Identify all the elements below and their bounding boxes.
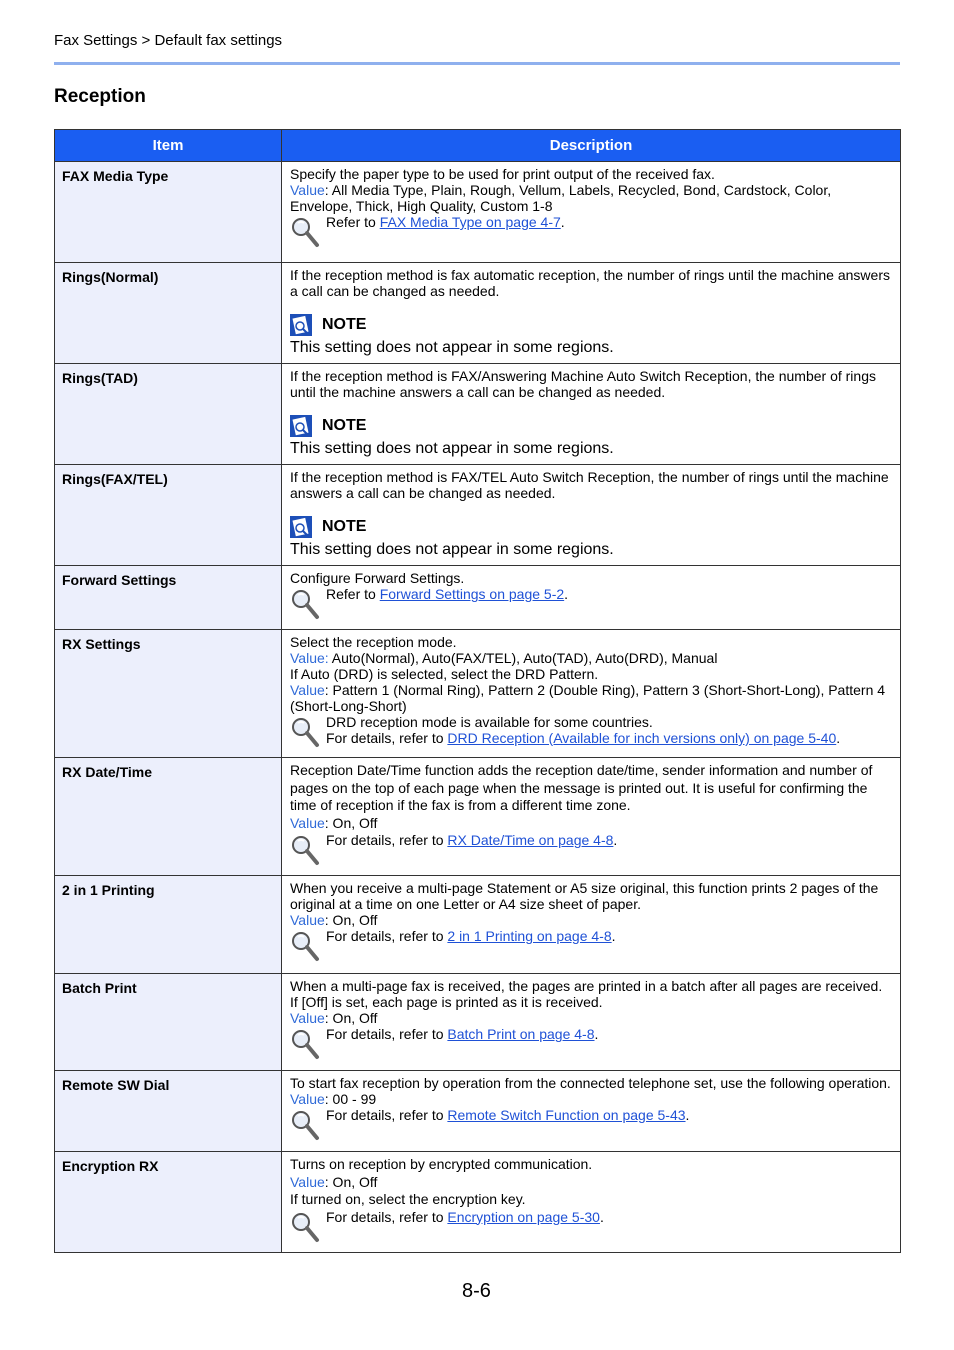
note-icon — [290, 314, 312, 336]
reference — [290, 832, 892, 866]
description-cell — [282, 1152, 901, 1253]
table-row — [55, 974, 901, 1071]
value-text: : On, Off — [324, 814, 378, 831]
note-title: NOTE — [322, 316, 367, 333]
item-cell: Batch Print — [55, 974, 282, 1071]
item-cell: Rings(TAD) — [55, 364, 282, 465]
reference-link[interactable]: RX Date/Time on page 4-8 — [447, 832, 614, 848]
magnifier-icon — [290, 930, 320, 962]
value-line — [290, 912, 892, 928]
value-line — [290, 815, 892, 833]
value-label: Value — [290, 1173, 325, 1190]
note-title: NOTE — [322, 518, 367, 535]
value-line — [290, 1010, 892, 1026]
reference — [290, 1107, 892, 1141]
reference-suffix: . — [594, 1026, 599, 1042]
description-cell — [282, 974, 901, 1071]
value-label: Value — [290, 814, 325, 831]
value-line — [290, 182, 892, 214]
reference-prefix: For details, refer to — [326, 1026, 448, 1042]
value-text: : All Media Type, Plain, Rough, Vellum, Labels, Recycled, Bond, Cardstock, Color, Envelope, Thick, High Quality, Custom 1-8 — [290, 182, 832, 214]
value-text: : On, Off — [324, 1173, 378, 1190]
magnifier-icon — [290, 588, 320, 620]
table-row — [55, 162, 901, 263]
table-row — [55, 364, 901, 465]
table-row — [55, 465, 901, 566]
description-cell — [282, 566, 901, 630]
value-line — [290, 682, 892, 714]
description-text: If turned on, select the encryption key. — [290, 1191, 526, 1207]
reference-suffix: . — [613, 832, 618, 848]
description-text: Turns on reception by encrypted communication. — [290, 1156, 593, 1172]
description-text: To start fax reception by operation from the connected telephone set, use the following operation. — [290, 1075, 891, 1091]
description-text: If Auto (DRD) is selected, select the DRD Pattern. — [290, 666, 599, 682]
value-label: Value — [290, 1010, 325, 1026]
description-cell — [282, 876, 901, 974]
description-cell — [282, 162, 901, 263]
note-text: This setting does not appear in some regions. — [290, 541, 614, 558]
table-row — [55, 876, 901, 974]
description-text: If the reception method is FAX/Answering Machine Auto Switch Reception, the number of rings until the machine answers a call can be changed as needed. — [290, 368, 876, 400]
reference-prefix: For details, refer to — [326, 1208, 448, 1225]
reference-suffix: . — [599, 1208, 604, 1225]
note-text: This setting does not appear in some regions. — [290, 440, 614, 457]
column-header-item: Item — [55, 130, 282, 162]
table-row — [55, 1152, 901, 1253]
description-cell — [282, 465, 901, 566]
breadcrumb: Fax Settings > Default fax settings — [54, 32, 283, 49]
description-cell — [282, 263, 901, 364]
reference-suffix: . — [564, 586, 569, 602]
magnifier-icon — [290, 1109, 320, 1141]
reference-prefix: For details, refer to — [326, 928, 448, 944]
reference-suffix: . — [611, 928, 616, 944]
column-header-description: Description — [282, 130, 901, 162]
description-text: When a multi-page fax is received, the pages are printed in a batch after all pages are received. If [Off] is set, each page is printed as it is received. — [290, 978, 883, 1010]
reference-suffix: . — [685, 1107, 690, 1123]
note-heading — [290, 414, 892, 438]
page-number: 8-6 — [462, 1280, 491, 1302]
description-cell — [282, 1071, 901, 1152]
magnifier-icon — [290, 216, 320, 248]
value-text: : On, Off — [324, 1010, 378, 1026]
reference-prefix: Refer to — [326, 214, 380, 230]
reference — [290, 586, 892, 620]
magnifier-icon — [290, 1028, 320, 1060]
item-cell: Encryption RX — [55, 1152, 282, 1253]
reference — [290, 1209, 892, 1243]
item-cell: RX Settings — [55, 630, 282, 758]
magnifier-icon — [290, 834, 320, 866]
item-cell: RX Date/Time — [55, 758, 282, 876]
value-label: Value — [290, 1091, 325, 1107]
description-text: Configure Forward Settings. — [290, 570, 465, 586]
header-rule — [54, 62, 900, 65]
item-cell: FAX Media Type — [55, 162, 282, 263]
value-label: Value: — [290, 650, 329, 666]
reference-prefix: For details, refer to — [326, 730, 448, 746]
item-cell: Rings(FAX/TEL) — [55, 465, 282, 566]
description-cell — [282, 364, 901, 465]
value-line — [290, 1174, 892, 1192]
reference-suffix: . — [836, 730, 841, 746]
magnifier-icon — [290, 1211, 320, 1243]
value-line — [290, 650, 892, 666]
reference — [290, 928, 892, 962]
reference-link[interactable]: Forward Settings on page 5-2 — [379, 586, 565, 602]
value-label: Value — [290, 182, 325, 198]
table-row — [55, 1071, 901, 1152]
table-header-row — [55, 130, 901, 162]
magnifier-icon — [290, 716, 320, 748]
reference-link[interactable]: FAX Media Type on page 4-7 — [379, 214, 561, 230]
reference-link[interactable]: DRD Reception (Available for inch versions only) on page 5-40 — [447, 730, 837, 746]
value-text: : 00 - 99 — [324, 1091, 377, 1107]
reference-link[interactable]: Batch Print on page 4-8 — [447, 1026, 595, 1042]
value-text: : Pattern 1 (Normal Ring), Pattern 2 (Double Ring), Pattern 3 (Short-Short-Long), Pattern 4 (Short-Long-Short) — [290, 682, 886, 714]
note-icon — [290, 415, 312, 437]
description-text: When you receive a multi-page Statement or A5 size original, this function prints 2 pages of the original at a time on one Letter or A4 size sheet of paper. — [290, 880, 879, 912]
table-row — [55, 566, 901, 630]
description-cell — [282, 758, 901, 876]
reference-suffix: . — [560, 214, 565, 230]
table-row — [55, 758, 901, 876]
item-cell: 2 in 1 Printing — [55, 876, 282, 974]
reference-link[interactable]: Remote Switch Function on page 5-43 — [447, 1107, 686, 1123]
reference — [290, 214, 892, 248]
value-text: Auto(Normal), Auto(FAX/TEL), Auto(TAD), Auto(DRD), Manual — [328, 650, 718, 666]
description-text: Reception Date/Time function adds the reception date/time, sender information and number of pages on the top of each page when the message is printed out. It is useful for confirming the time of reception if the fax is from a different time zone. — [290, 762, 873, 813]
value-text: : On, Off — [324, 912, 378, 928]
item-cell: Rings(Normal) — [55, 263, 282, 364]
description-text: Select the reception mode. — [290, 634, 457, 650]
item-cell: Forward Settings — [55, 566, 282, 630]
reference-prefix: Refer to — [326, 586, 380, 602]
reference-prefix: For details, refer to — [326, 1107, 448, 1123]
reference-link[interactable]: 2 in 1 Printing on page 4-8 — [447, 928, 612, 944]
description-cell — [282, 630, 901, 758]
value-line — [290, 1091, 892, 1107]
reception-settings-table — [54, 129, 901, 1253]
note-icon — [290, 516, 312, 538]
note-title: NOTE — [322, 417, 367, 434]
note-heading — [290, 515, 892, 539]
section-title: Reception — [54, 86, 146, 107]
note-text: This setting does not appear in some regions. — [290, 339, 614, 356]
reference-link[interactable]: Encryption on page 5-30 — [447, 1208, 600, 1225]
description-text: Specify the paper type to be used for print output of the received fax. — [290, 166, 715, 182]
table-row — [55, 263, 901, 364]
note-heading — [290, 313, 892, 337]
value-label: Value — [290, 912, 325, 928]
table-row — [55, 630, 901, 758]
description-text: If the reception method is fax automatic reception, the number of rings until the machine answers a call can be changed as needed. — [290, 267, 890, 299]
reference — [290, 714, 892, 748]
reference — [290, 1026, 892, 1060]
item-cell: Remote SW Dial — [55, 1071, 282, 1152]
description-text: If the reception method is FAX/TEL Auto Switch Reception, the number of rings until the machine answers a call can be changed as needed. — [290, 469, 889, 501]
reference-prefix: For details, refer to — [326, 832, 448, 848]
value-label: Value — [290, 682, 325, 698]
reference-text: DRD reception mode is available for some countries. — [326, 714, 653, 730]
